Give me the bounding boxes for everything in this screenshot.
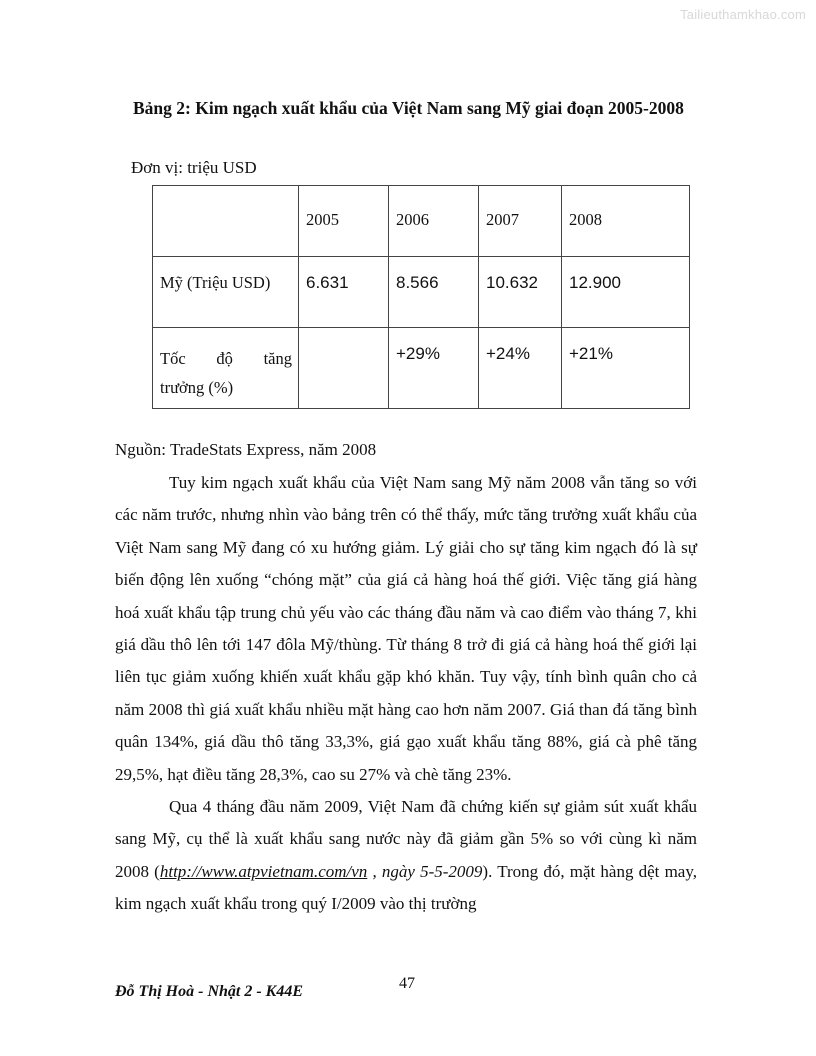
export-table [152, 185, 690, 409]
table-cell [299, 328, 389, 409]
table-header-cell: 2008 [562, 186, 690, 257]
body-text [115, 467, 697, 921]
table-header-cell: 2005 [299, 186, 389, 257]
table-row [153, 328, 690, 409]
paragraph: Tuy kim ngạch xuất khẩu của Việt Nam sang Mỹ năm 2008 vẫn tăng so với các năm trước, nhưng nhìn vào bảng trên có thể thấy, mức tăng trưởng xuất khẩu của Việt Nam sang Mỹ đang có xu hướng giảm. Lý giải cho sự tăng kim ngạch đó là sự biến động lên xuống “chóng mặt” của giá cả hàng hoá thế giới. Việc tăng giá hàng hoá xuất khẩu tập trung chủ yếu vào các tháng đầu năm và cao điểm vào tháng 7, khi giá dầu thô lên tới 147 đôla Mỹ/thùng. Từ tháng 8 trở đi giá cả hàng hoá thế giới lại liên tục giảm xuống khiến xuất khẩu gặp khó khăn. Tuy vậy, tính bình quân cho cả năm 2008 thì giá xuất khẩu nhiều mặt hàng cao hơn năm 2007. Giá than đá tăng bình quân 134%, giá dầu thô tăng 33,3%, giá gạo xuất khẩu tăng 88%, giá cà phê tăng 29,5%, hạt điều tăng 28,3%, cao su 27% và chè tăng 23%. [115, 473, 697, 784]
table-cell: +21% [562, 328, 690, 409]
row-label-word: độ [216, 349, 233, 368]
footer-author: Đỗ Thị Hoà - Nhật 2 - K44E [115, 983, 304, 1000]
table-cell: 10.632 [479, 257, 562, 328]
row-label: Mỹ (Triệu USD) [153, 257, 299, 328]
citation-date: , ngày 5-5-2009 [367, 861, 483, 881]
table-cell [153, 186, 299, 257]
watermark-text: Tailieuthamkhao.com [680, 7, 806, 22]
table-cell: +29% [389, 328, 479, 409]
source-link[interactable]: http://www.atpvietnam.com/vn [159, 861, 368, 881]
row-label-word: Tốc [160, 349, 186, 368]
table-header-cell: 2007 [479, 186, 562, 257]
table-row [153, 257, 690, 328]
row-label-line: trưởng (%) [160, 378, 234, 397]
page-number: 47 [399, 975, 415, 992]
table-title: Bảng 2: Kim ngạch xuất khẩu của Việt Nam sang Mỹ giai đoạn 2005-2008 [133, 98, 684, 118]
row-label-word: tăng [263, 349, 292, 368]
table-cell: 8.566 [389, 257, 479, 328]
table-source: Nguồn: TradeStats Express, năm 2008 [115, 440, 377, 459]
table-cell: 12.900 [562, 257, 690, 328]
table-cell: 6.631 [299, 257, 389, 328]
table-cell: +24% [479, 328, 562, 409]
row-label [153, 328, 299, 409]
paragraph: Qua 4 tháng đầu năm 2009, Việt Nam đã chứng kiến sự giảm sút xuất khẩu sang Mỹ, cụ thể là xuất khẩu sang nước này đã giảm gần 5% so với cùng kì năm 2008 (http://www.atpvietnam.com/vn , ngày 5-5-2009). Trong đó, mặt hàng dệt may, kim ngạch xuất khẩu trong quý I/2009 vào thị trường [115, 797, 697, 914]
table-header-row [153, 186, 690, 257]
table-header-cell: 2006 [389, 186, 479, 257]
unit-label: Đơn vị: triệu USD [131, 158, 257, 177]
